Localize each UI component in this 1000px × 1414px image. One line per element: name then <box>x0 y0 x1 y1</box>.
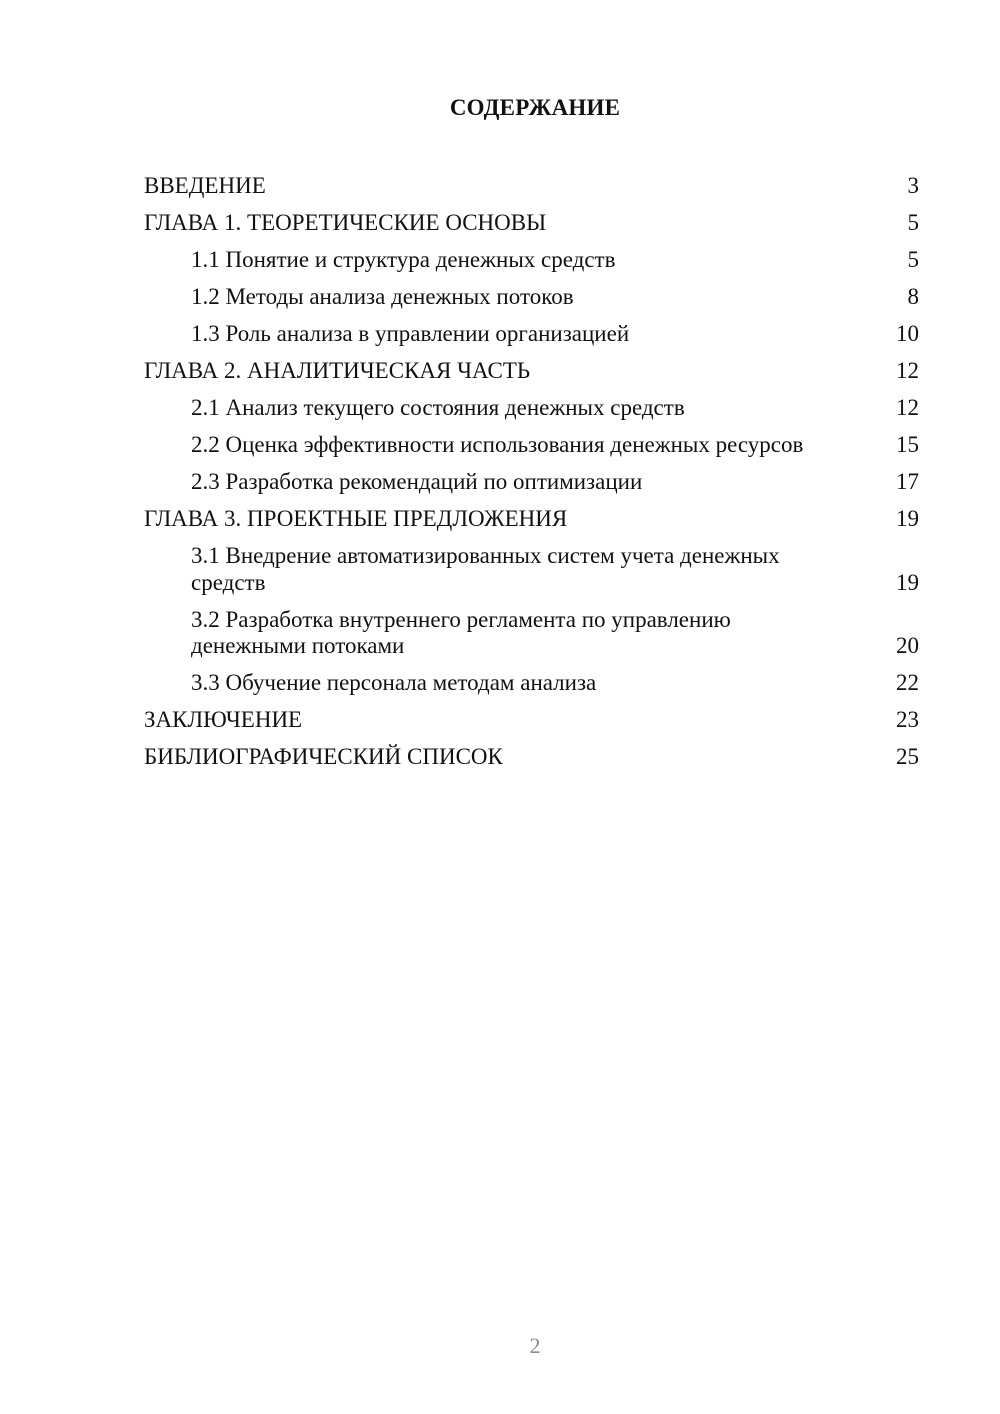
page-number: 2 <box>529 1333 541 1358</box>
toc-subentry <box>144 464 919 501</box>
toc-entry-page: 19 <box>896 506 919 531</box>
toc-entry <box>144 205 919 242</box>
toc-entry-page: 15 <box>896 432 919 457</box>
toc-subentry <box>144 279 919 316</box>
toc-subentry <box>144 665 919 702</box>
toc-entry-title: 1.2 Методы анализа денежных потоков <box>191 284 574 309</box>
toc-entry-page: 22 <box>896 670 919 695</box>
toc-entry-title: 3.3 Обучение персонала методам анализа <box>191 670 597 695</box>
toc-entry-title: 1.3 Роль анализа в управлении организацией <box>191 321 630 346</box>
toc-entry-page: 12 <box>896 358 919 383</box>
page-title: СОДЕРЖАНИЕ <box>449 95 621 120</box>
toc-subentry <box>144 316 919 353</box>
toc-entry-title: 1.1 Понятие и структура денежных средств <box>191 247 616 272</box>
toc-entry-page: 17 <box>896 469 919 494</box>
toc-subentry <box>144 538 919 602</box>
toc-entry-title: 2.2 Оценка эффективности использования денежных ресурсов <box>191 432 804 457</box>
toc-entry-title: 3.2 Разработка внутреннего регламента по управлению денежными потоками <box>191 606 731 658</box>
toc-entry-page: 3 <box>907 173 919 198</box>
toc-entry-title: ГЛАВА 1. ТЕОРЕТИЧЕСКИЕ ОСНОВЫ <box>144 210 547 235</box>
toc-entry-page: 19 <box>896 569 919 595</box>
toc-entry-page: 5 <box>907 247 919 272</box>
toc-entry-title: 2.3 Разработка рекомендаций по оптимизации <box>191 469 643 494</box>
toc-entry-title: ВВЕДЕНИЕ <box>144 173 266 198</box>
toc-entry-page: 10 <box>896 321 919 346</box>
toc-entry <box>144 702 919 739</box>
toc-entry <box>144 353 919 390</box>
toc-entry-page: 12 <box>896 395 919 420</box>
toc-subentry <box>144 427 919 464</box>
toc-subentry <box>144 242 919 279</box>
table-of-contents <box>144 168 919 776</box>
toc-entry <box>144 168 919 205</box>
toc-entry-title: 2.1 Анализ текущего состояния денежных средств <box>191 395 685 420</box>
toc-entry-title: ЗАКЛЮЧЕНИЕ <box>144 707 303 732</box>
toc-entry <box>144 501 919 538</box>
toc-entry-page: 23 <box>896 707 919 732</box>
toc-entry-title: ГЛАВА 3. ПРОЕКТНЫЕ ПРЕДЛОЖЕНИЯ <box>144 506 568 531</box>
toc-entry-title: ГЛАВА 2. АНАЛИТИЧЕСКАЯ ЧАСТЬ <box>144 358 531 383</box>
toc-entry-title: БИБЛИОГРАФИЧЕСКИЙ СПИСОК <box>144 744 503 769</box>
toc-entry-title: 3.1 Внедрение автоматизированных систем учета денежных средств <box>191 543 780 595</box>
toc-entry-page: 5 <box>907 210 919 235</box>
toc-entry-page: 8 <box>907 284 919 309</box>
toc-entry <box>144 739 919 776</box>
toc-entry-page: 20 <box>896 633 919 658</box>
toc-subentry <box>144 390 919 427</box>
toc-entry-page: 25 <box>896 744 919 769</box>
toc-subentry <box>144 602 919 666</box>
